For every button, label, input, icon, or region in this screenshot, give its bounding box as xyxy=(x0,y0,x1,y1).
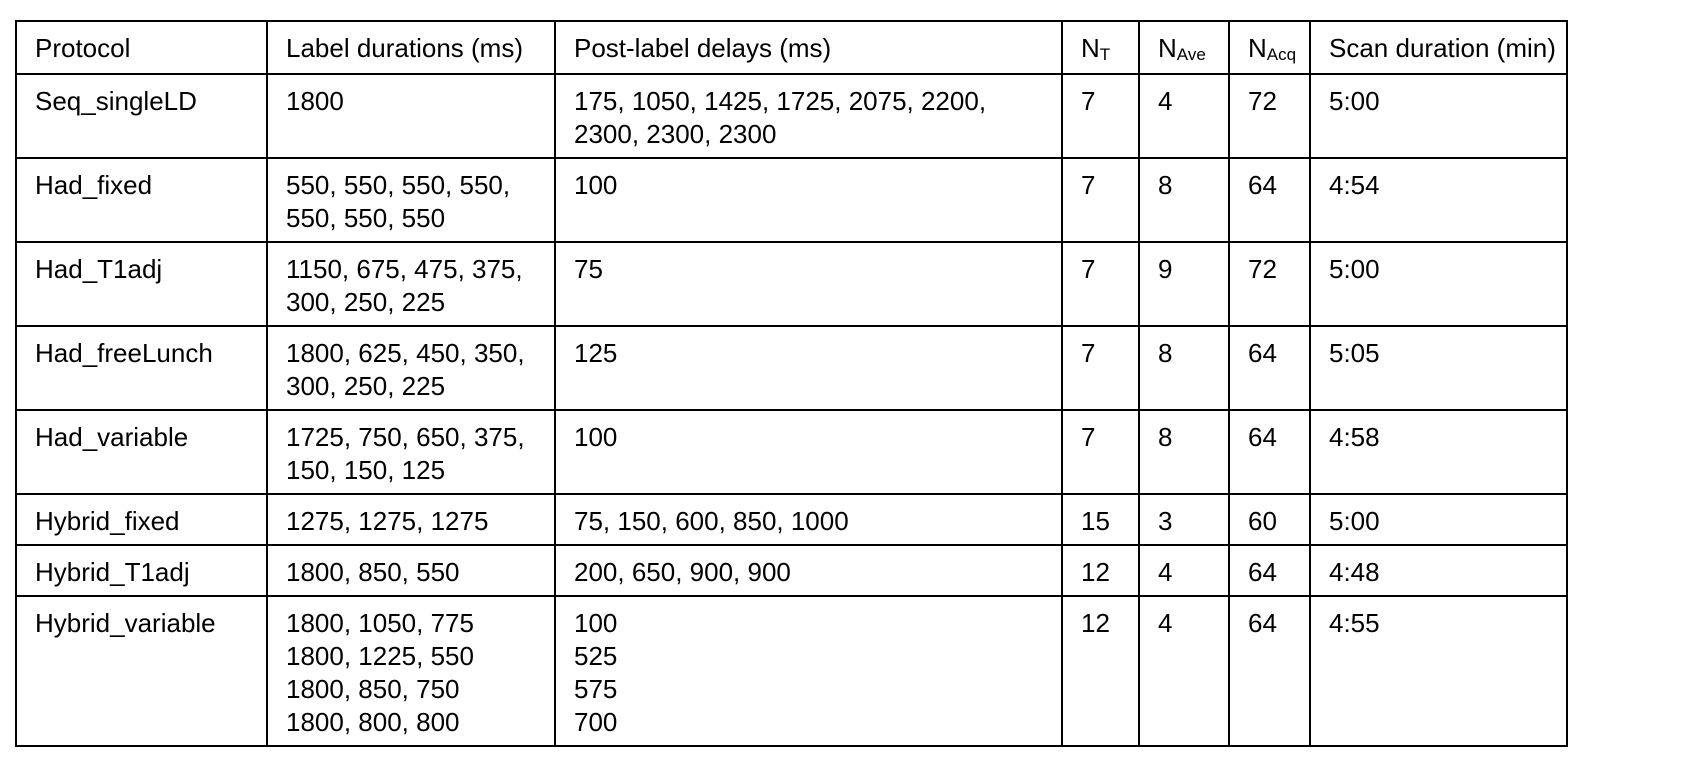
header-nacq-main: N xyxy=(1248,33,1267,63)
header-post-label-delays: Post-label delays (ms) xyxy=(555,21,1062,74)
cell-post-label-delays-line: 575 xyxy=(574,674,618,704)
header-nave xyxy=(1139,21,1229,74)
cell-scan-duration: 5:00 xyxy=(1310,74,1567,158)
cell-post-label-delays xyxy=(555,410,1062,494)
cell-label-durations-line: 1275, 1275, 1275 xyxy=(286,506,489,536)
header-scan-duration: Scan duration (min) xyxy=(1310,21,1567,74)
cell-label-durations-line: 1150, 675, 475, 375, xyxy=(286,254,523,284)
cell-nt: 12 xyxy=(1062,596,1139,746)
cell-label-durations xyxy=(267,242,555,326)
cell-post-label-delays xyxy=(555,326,1062,410)
table-row xyxy=(16,410,1567,494)
cell-label-durations-line: 150, 150, 125 xyxy=(286,455,446,485)
cell-post-label-delays xyxy=(555,545,1062,596)
cell-post-label-delays-line: 100 xyxy=(574,170,618,200)
cell-nave: 4 xyxy=(1139,596,1229,746)
cell-nt: 7 xyxy=(1062,242,1139,326)
cell-scan-duration: 4:58 xyxy=(1310,410,1567,494)
cell-post-label-delays xyxy=(555,242,1062,326)
cell-post-label-delays-line: 75 xyxy=(574,254,603,284)
cell-post-label-delays-line: 125 xyxy=(574,338,618,368)
cell-nave: 8 xyxy=(1139,158,1229,242)
cell-label-durations xyxy=(267,158,555,242)
cell-nacq: 72 xyxy=(1229,242,1310,326)
cell-label-durations-line: 1800, 625, 450, 350, xyxy=(286,338,525,368)
header-nave-main: N xyxy=(1158,33,1177,63)
cell-protocol: Hybrid_fixed xyxy=(16,494,267,545)
protocol-table xyxy=(15,20,1568,747)
cell-nave: 8 xyxy=(1139,410,1229,494)
header-nt-sub: T xyxy=(1099,45,1111,64)
cell-post-label-delays xyxy=(555,494,1062,545)
cell-label-durations-line: 300, 250, 225 xyxy=(286,287,446,317)
cell-scan-duration: 5:05 xyxy=(1310,326,1567,410)
cell-label-durations-line: 550, 550, 550, 550, xyxy=(286,170,511,200)
header-protocol: Protocol xyxy=(16,21,267,74)
cell-post-label-delays-line: 2300, 2300, 2300 xyxy=(574,119,777,149)
header-nt-main: N xyxy=(1081,33,1100,63)
cell-label-durations-line: 1800, 800, 800 xyxy=(286,707,460,737)
cell-protocol: Hybrid_T1adj xyxy=(16,545,267,596)
table-row xyxy=(16,596,1567,746)
header-nave-sub: Ave xyxy=(1176,45,1206,64)
cell-nt: 7 xyxy=(1062,74,1139,158)
header-label-durations: Label durations (ms) xyxy=(267,21,555,74)
cell-protocol: Had_fixed xyxy=(16,158,267,242)
table-body xyxy=(16,74,1567,746)
table-row xyxy=(16,242,1567,326)
cell-label-durations-line: 1800, 850, 750 xyxy=(286,674,460,704)
cell-protocol: Hybrid_variable xyxy=(16,596,267,746)
cell-label-durations-line: 1800, 1050, 775 xyxy=(286,608,474,638)
cell-protocol: Had_freeLunch xyxy=(16,326,267,410)
cell-nt: 12 xyxy=(1062,545,1139,596)
cell-scan-duration: 4:55 xyxy=(1310,596,1567,746)
cell-post-label-delays-line: 100 xyxy=(574,422,618,452)
cell-post-label-delays-line: 100 xyxy=(574,608,618,638)
cell-post-label-delays xyxy=(555,74,1062,158)
cell-nt: 15 xyxy=(1062,494,1139,545)
header-nacq-sub: Acq xyxy=(1266,45,1297,64)
cell-nacq: 64 xyxy=(1229,410,1310,494)
cell-label-durations xyxy=(267,74,555,158)
cell-label-durations xyxy=(267,545,555,596)
header-row xyxy=(16,21,1567,74)
cell-nacq: 64 xyxy=(1229,545,1310,596)
cell-label-durations xyxy=(267,494,555,545)
cell-post-label-delays-line: 525 xyxy=(574,641,618,671)
cell-nave: 8 xyxy=(1139,326,1229,410)
cell-label-durations-line: 300, 250, 225 xyxy=(286,371,446,401)
cell-nave: 9 xyxy=(1139,242,1229,326)
table-row xyxy=(16,494,1567,545)
table-row xyxy=(16,74,1567,158)
table-row xyxy=(16,545,1567,596)
header-nacq xyxy=(1229,21,1310,74)
cell-post-label-delays-line: 200, 650, 900, 900 xyxy=(574,557,791,587)
cell-label-durations-line: 1725, 750, 650, 375, xyxy=(286,422,525,452)
cell-scan-duration: 5:00 xyxy=(1310,242,1567,326)
cell-label-durations-line: 1800 xyxy=(286,86,344,116)
cell-label-durations xyxy=(267,410,555,494)
cell-nave: 3 xyxy=(1139,494,1229,545)
cell-post-label-delays-line: 175, 1050, 1425, 1725, 2075, 2200, xyxy=(574,86,987,116)
table-row xyxy=(16,158,1567,242)
cell-nt: 7 xyxy=(1062,326,1139,410)
cell-nave: 4 xyxy=(1139,545,1229,596)
cell-post-label-delays xyxy=(555,158,1062,242)
cell-scan-duration: 5:00 xyxy=(1310,494,1567,545)
cell-nacq: 64 xyxy=(1229,158,1310,242)
cell-scan-duration: 4:54 xyxy=(1310,158,1567,242)
cell-post-label-delays-line: 75, 150, 600, 850, 1000 xyxy=(574,506,849,536)
cell-label-durations xyxy=(267,596,555,746)
cell-nave: 4 xyxy=(1139,74,1229,158)
cell-nacq: 72 xyxy=(1229,74,1310,158)
cell-nacq: 64 xyxy=(1229,596,1310,746)
cell-protocol: Seq_singleLD xyxy=(16,74,267,158)
cell-nacq: 60 xyxy=(1229,494,1310,545)
cell-label-durations xyxy=(267,326,555,410)
cell-protocol: Had_T1adj xyxy=(16,242,267,326)
protocol-table-container xyxy=(15,20,1568,747)
cell-label-durations-line: 1800, 1225, 550 xyxy=(286,641,474,671)
cell-post-label-delays xyxy=(555,596,1062,746)
cell-post-label-delays-line: 700 xyxy=(574,707,618,737)
cell-label-durations-line: 1800, 850, 550 xyxy=(286,557,460,587)
cell-nt: 7 xyxy=(1062,158,1139,242)
cell-protocol: Had_variable xyxy=(16,410,267,494)
cell-label-durations-line: 550, 550, 550 xyxy=(286,203,446,233)
cell-nacq: 64 xyxy=(1229,326,1310,410)
header-nt xyxy=(1062,21,1139,74)
table-row xyxy=(16,326,1567,410)
cell-scan-duration: 4:48 xyxy=(1310,545,1567,596)
cell-nt: 7 xyxy=(1062,410,1139,494)
